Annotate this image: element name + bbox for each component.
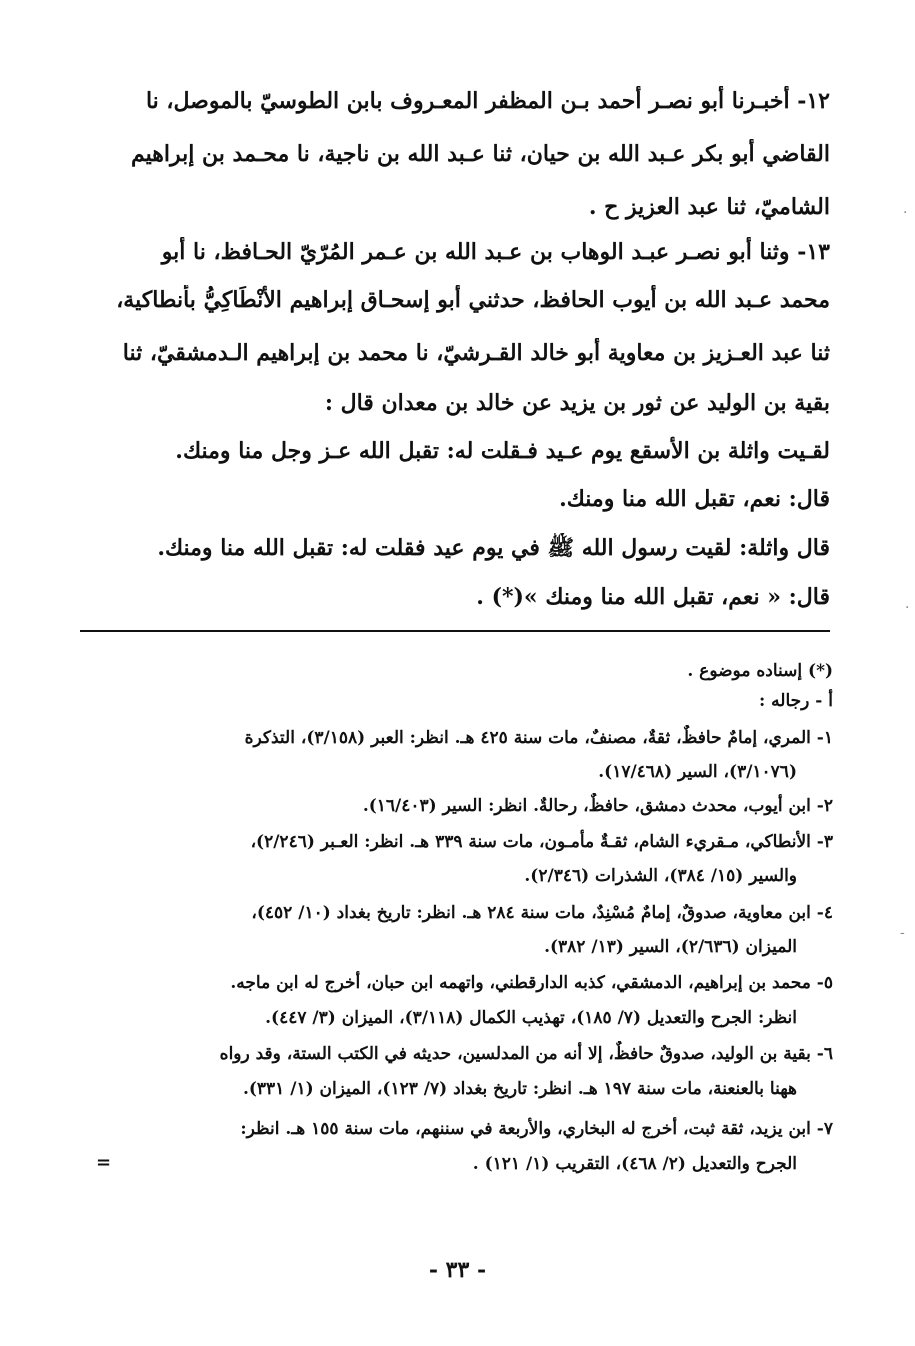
footnote-separator <box>80 630 830 632</box>
main-line-8: لقـيت واثلة بن الأسقع يوم عـيد فـقلت له: تقبل الله عـز وجل منا ومنك. <box>175 438 830 464</box>
footnote-1: ١- المري، إمامٌ حافظٌ، ثقةٌ، مصنفٌ، مات سنة ٤٢٥ هـ. انظر: العبر (٣/١٥٨)، التذكرة <box>244 728 833 748</box>
page-number: - ٣٣ - <box>428 1257 487 1283</box>
main-line-1: ١٢- أخبـرنا أبو نصـر أحمد بـن المظفر المعـروف بابن الطوسيّ بالموصل، نا <box>145 88 830 114</box>
main-line-4: ١٣- وثنا أبو نصـر عبـد الوهاب بن عـبد الله بن عـمر المُرّيّ الحـافظ، نا أبو <box>161 239 830 265</box>
footnote-section-heading: أ - رجاله : <box>758 691 833 711</box>
main-line-10: قال واثلة: لقيت رسول الله ﷺ في يوم عيد فقلت له: تقبل الله منا ومنك. <box>157 535 830 561</box>
main-line-7: بقية بن الوليد عن ثور بن يزيد عن خالد بن معدان قال : <box>324 390 830 416</box>
footnote-3: ٣- الأنطاكي، مـقريء الشام، ثقـةٌ مأمـون، مات سنة ٣٣٩ هـ. انظر: العـبر (٢/٢٤٦)، <box>250 832 833 852</box>
footnote-2: ٢- ابن أيوب، محدث دمشق، حافظٌ، رحالةٌ. انظر: السير (١٦/٤٠٣). <box>362 796 833 816</box>
footnote-3-cont: والسير (١٥/ ٣٨٤)، الشذرات (٢/٣٤٦). <box>524 866 797 886</box>
scan-speck: - <box>900 925 905 941</box>
footnote-4: ٤- ابن معاوية، صدوقٌ، إمامٌ مُسْنِدٌ، مات سنة ٢٨٤ هـ. انظر: تاريخ بغداد (١٠/ ٤٥٢)، <box>251 903 833 923</box>
footnote-7-cont: الجرح والتعديل (٢/ ٤٦٨)، التقريب (١/ ١٢١) . <box>472 1154 797 1174</box>
footnote-5-cont: انظر: الجرح والتعديل (٧/ ١٨٥)، تهذيب الكمال (٣/١١٨)، الميزان (٣/ ٤٤٧). <box>265 1008 797 1028</box>
footnote-4-cont: الميزان (٢/٦٣٦)، السير (١٣/ ٣٨٢). <box>544 937 797 957</box>
main-line-3: الشاميّ، ثنا عبد العزيز ح . <box>588 194 830 220</box>
main-line-6: ثنا عبد العـزيز بن معاوية أبو خالد القـرشيّ، نا محمد بن إبراهيم الـدمشقيّ، ثنا <box>122 340 830 366</box>
main-line-2: القاضي أبو بكر عـبد الله بن حيان، ثنا عـبد الله بن ناجية، نا محـمد بن إبراهيم <box>131 141 830 167</box>
main-line-5: محمد عـبد الله بن أيوب الحافظ، حدثني أبو إسحـاق إبراهيم الأنْطَاكِيُّ بأنطاكية، <box>116 287 830 313</box>
footnote-7: ٧- ابن يزيد، ثقة ثبت، أخرج له البخاري، والأربعة في سننهم، مات سنة ١٥٥ هـ. انظر: <box>240 1119 833 1139</box>
footnote-5: ٥- محمد بن إبراهيم، الدمشقي، كذبه الدارقطني، واتهمه ابن حبان، أخرج له ابن ماجه. <box>230 973 833 993</box>
footnote-star: (*) إسناده موضوع . <box>687 661 833 681</box>
continuation-mark: = <box>96 1152 112 1173</box>
footnote-6-cont: ههنا بالعنعنة، مات سنة ١٩٧ هـ. انظر: تاريخ بغداد (٧/ ١٢٣)، الميزان (١/ ٣٣١). <box>242 1079 797 1099</box>
scan-speck: · <box>903 205 908 221</box>
footnote-1-cont: (٣/١٠٧٦)، السير (١٧/٤٦٨). <box>598 762 797 782</box>
footnote-6: ٦- بقية بن الوليد، صدوقٌ حافظٌ، إلا أنه من المدلسين، حديثه في الكتب الستة، وقد رواه <box>219 1044 833 1064</box>
scan-speck: · <box>905 600 910 616</box>
main-line-11: قال: « نعم، تقبل الله منا ومنك »(*) . <box>476 584 830 610</box>
main-line-9: قال: نعم، تقبل الله منا ومنك. <box>559 486 830 512</box>
